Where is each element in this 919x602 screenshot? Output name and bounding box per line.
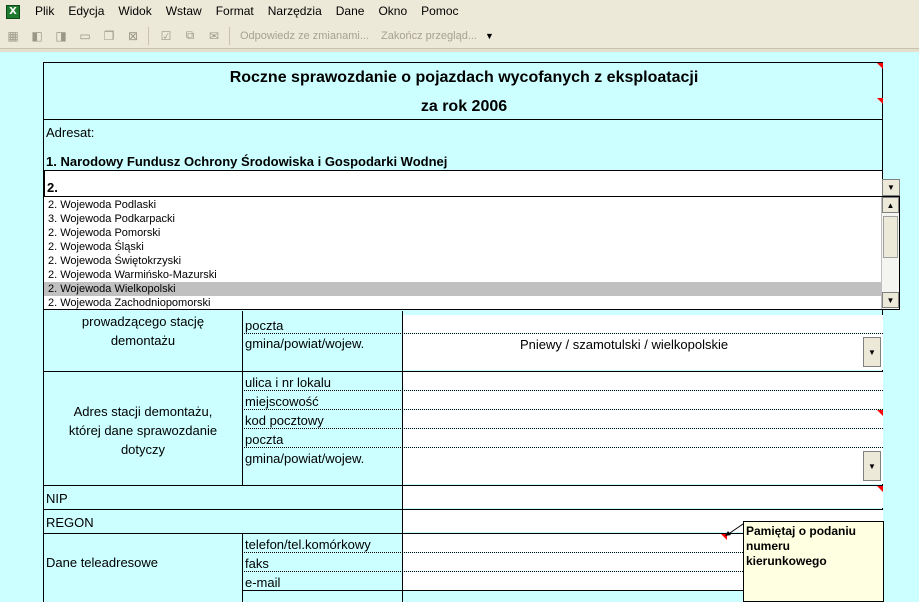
delete-comment-icon[interactable]: ⊠ bbox=[127, 28, 139, 43]
nip-input[interactable] bbox=[403, 486, 883, 508]
comment-pointer-arrow bbox=[724, 523, 744, 537]
end-review-button[interactable]: Zakończ przegląd... bbox=[381, 29, 477, 42]
station-gmina-dropdown-button[interactable]: ▼ bbox=[863, 451, 881, 481]
show-comment-icon[interactable]: ▭ bbox=[79, 28, 91, 43]
reviewing-toolbar bbox=[0, 23, 919, 49]
dropdown-option[interactable]: 2. Wojewoda Warmińsko-Mazurski bbox=[48, 269, 217, 281]
comment-indicator bbox=[877, 410, 883, 416]
menu-format[interactable]: Format bbox=[215, 4, 254, 18]
addressee-2-value: 2. bbox=[47, 180, 58, 195]
menu-wstaw[interactable]: Wstaw bbox=[165, 4, 202, 18]
station-street-label: ulica i nr lokalu bbox=[245, 375, 331, 390]
scroll-thumb[interactable] bbox=[883, 216, 898, 258]
send-mail-icon[interactable]: ✉ bbox=[208, 28, 220, 43]
update-file-icon[interactable]: ⧉ bbox=[185, 28, 195, 42]
station-street-input[interactable] bbox=[403, 372, 883, 390]
operator-gmina-value: Pniewy / szamotulski / wielkopolskie bbox=[520, 337, 729, 352]
toolbar-separator bbox=[148, 27, 149, 45]
station-section-label: Adres stacji demontażu, której dane sprawozdanie dotyczy bbox=[68, 404, 218, 457]
operator-poczta-input[interactable] bbox=[403, 315, 883, 333]
station-poczta-input[interactable] bbox=[403, 429, 883, 447]
addressee-1: 1. Narodowy Fundusz Ochrony Środowiska i Gospodarki Wodnej bbox=[46, 154, 448, 169]
regon-label: REGON bbox=[46, 515, 94, 530]
station-gmina-select[interactable] bbox=[403, 448, 883, 484]
next-comment-icon[interactable]: ◨ bbox=[55, 28, 67, 43]
operator-poczta-label: poczta bbox=[245, 318, 284, 333]
menu-edycja[interactable]: Edycja bbox=[68, 4, 105, 18]
toolbar-bottom-border bbox=[0, 49, 919, 52]
operator-gmina-select[interactable] bbox=[403, 334, 883, 370]
station-gmina-label: gmina/powiat/wojew. bbox=[245, 451, 365, 466]
dropdown-option[interactable]: 2. Wojewoda Świętokrzyski bbox=[48, 255, 182, 267]
menu-plik[interactable]: Plik bbox=[35, 4, 55, 18]
operator-section-label: prowadzącego stację demontażu bbox=[81, 314, 205, 348]
phone-label: telefon/tel.komórkowy bbox=[245, 537, 371, 552]
menu-pomoc[interactable]: Pomoc bbox=[421, 4, 459, 18]
reply-with-changes-button[interactable]: Odpowiedz ze zmianami... bbox=[240, 29, 369, 42]
dropdown-option-selected[interactable]: 2. Wojewoda Wielkopolski bbox=[44, 282, 882, 296]
show-all-comments-icon[interactable]: ❐ bbox=[103, 28, 115, 43]
excel-app-icon[interactable]: X bbox=[6, 5, 20, 19]
dropdown-option[interactable]: 2. Wojewoda Podlaski bbox=[48, 199, 157, 211]
menu-dane[interactable]: Dane bbox=[335, 4, 365, 18]
email-label: e-mail bbox=[245, 575, 281, 590]
column-divider bbox=[242, 533, 243, 602]
operator-gmina-dropdown-button[interactable]: ▼ bbox=[863, 337, 881, 367]
menu-okno[interactable]: Okno bbox=[378, 4, 408, 18]
dropdown-option[interactable]: 2. Wojewoda Pomorski bbox=[48, 227, 161, 239]
toolbar-separator bbox=[229, 27, 230, 45]
addressee-label: Adresat: bbox=[46, 125, 95, 140]
row-divider bbox=[44, 119, 883, 120]
toolbar-options-icon[interactable]: ▼ bbox=[485, 30, 494, 41]
previous-comment-icon[interactable]: ◧ bbox=[31, 28, 43, 43]
addressee-2-combobox[interactable] bbox=[44, 170, 883, 197]
dropdown-option[interactable]: 2. Wojewoda Śląski bbox=[48, 241, 144, 253]
operator-gmina-label: gmina/powiat/wojew. bbox=[245, 336, 365, 351]
dropdown-scrollbar[interactable] bbox=[881, 197, 899, 309]
dropdown-option[interactable]: 3. Wojewoda Podkarpacki bbox=[48, 213, 175, 225]
scroll-down-icon[interactable]: ▼ bbox=[882, 292, 899, 308]
scroll-up-icon[interactable]: ▲ bbox=[882, 197, 899, 213]
dropdown-option[interactable]: 2. Wojewoda Zachodniopomorski bbox=[48, 297, 211, 309]
comment-indicator bbox=[877, 486, 883, 492]
station-poczta-label: poczta bbox=[245, 432, 284, 447]
contact-section-label: Dane teleadresowe bbox=[46, 555, 159, 570]
comment-indicator bbox=[877, 98, 883, 104]
station-city-label: miejscowość bbox=[245, 394, 319, 409]
report-title: Roczne sprawozdanie o pojazdach wycofanych z eksploatacji bbox=[229, 69, 699, 86]
fax-label: faks bbox=[245, 556, 269, 571]
review-icon[interactable]: ▦ bbox=[7, 28, 19, 43]
report-year: za rok 2006 bbox=[420, 98, 508, 115]
station-postcode-label: kod pocztowy bbox=[245, 413, 324, 428]
menu-narzedzia[interactable]: Narzędzia bbox=[267, 4, 322, 18]
nip-label: NIP bbox=[46, 491, 68, 506]
menu-bar bbox=[0, 0, 919, 23]
station-city-input[interactable] bbox=[403, 391, 883, 409]
addressee-2-dropdown-button[interactable]: ▼ bbox=[882, 179, 900, 196]
menu-widok[interactable]: Widok bbox=[118, 4, 152, 18]
track-changes-icon[interactable]: ☑ bbox=[160, 28, 172, 43]
station-postcode-input[interactable] bbox=[403, 410, 883, 428]
comment-box: Pamiętaj o podaniu numeru kierunkowego bbox=[743, 521, 884, 602]
column-divider bbox=[242, 311, 243, 371]
comment-indicator bbox=[877, 63, 883, 69]
addressee-2-dropdown-list[interactable] bbox=[43, 196, 900, 310]
